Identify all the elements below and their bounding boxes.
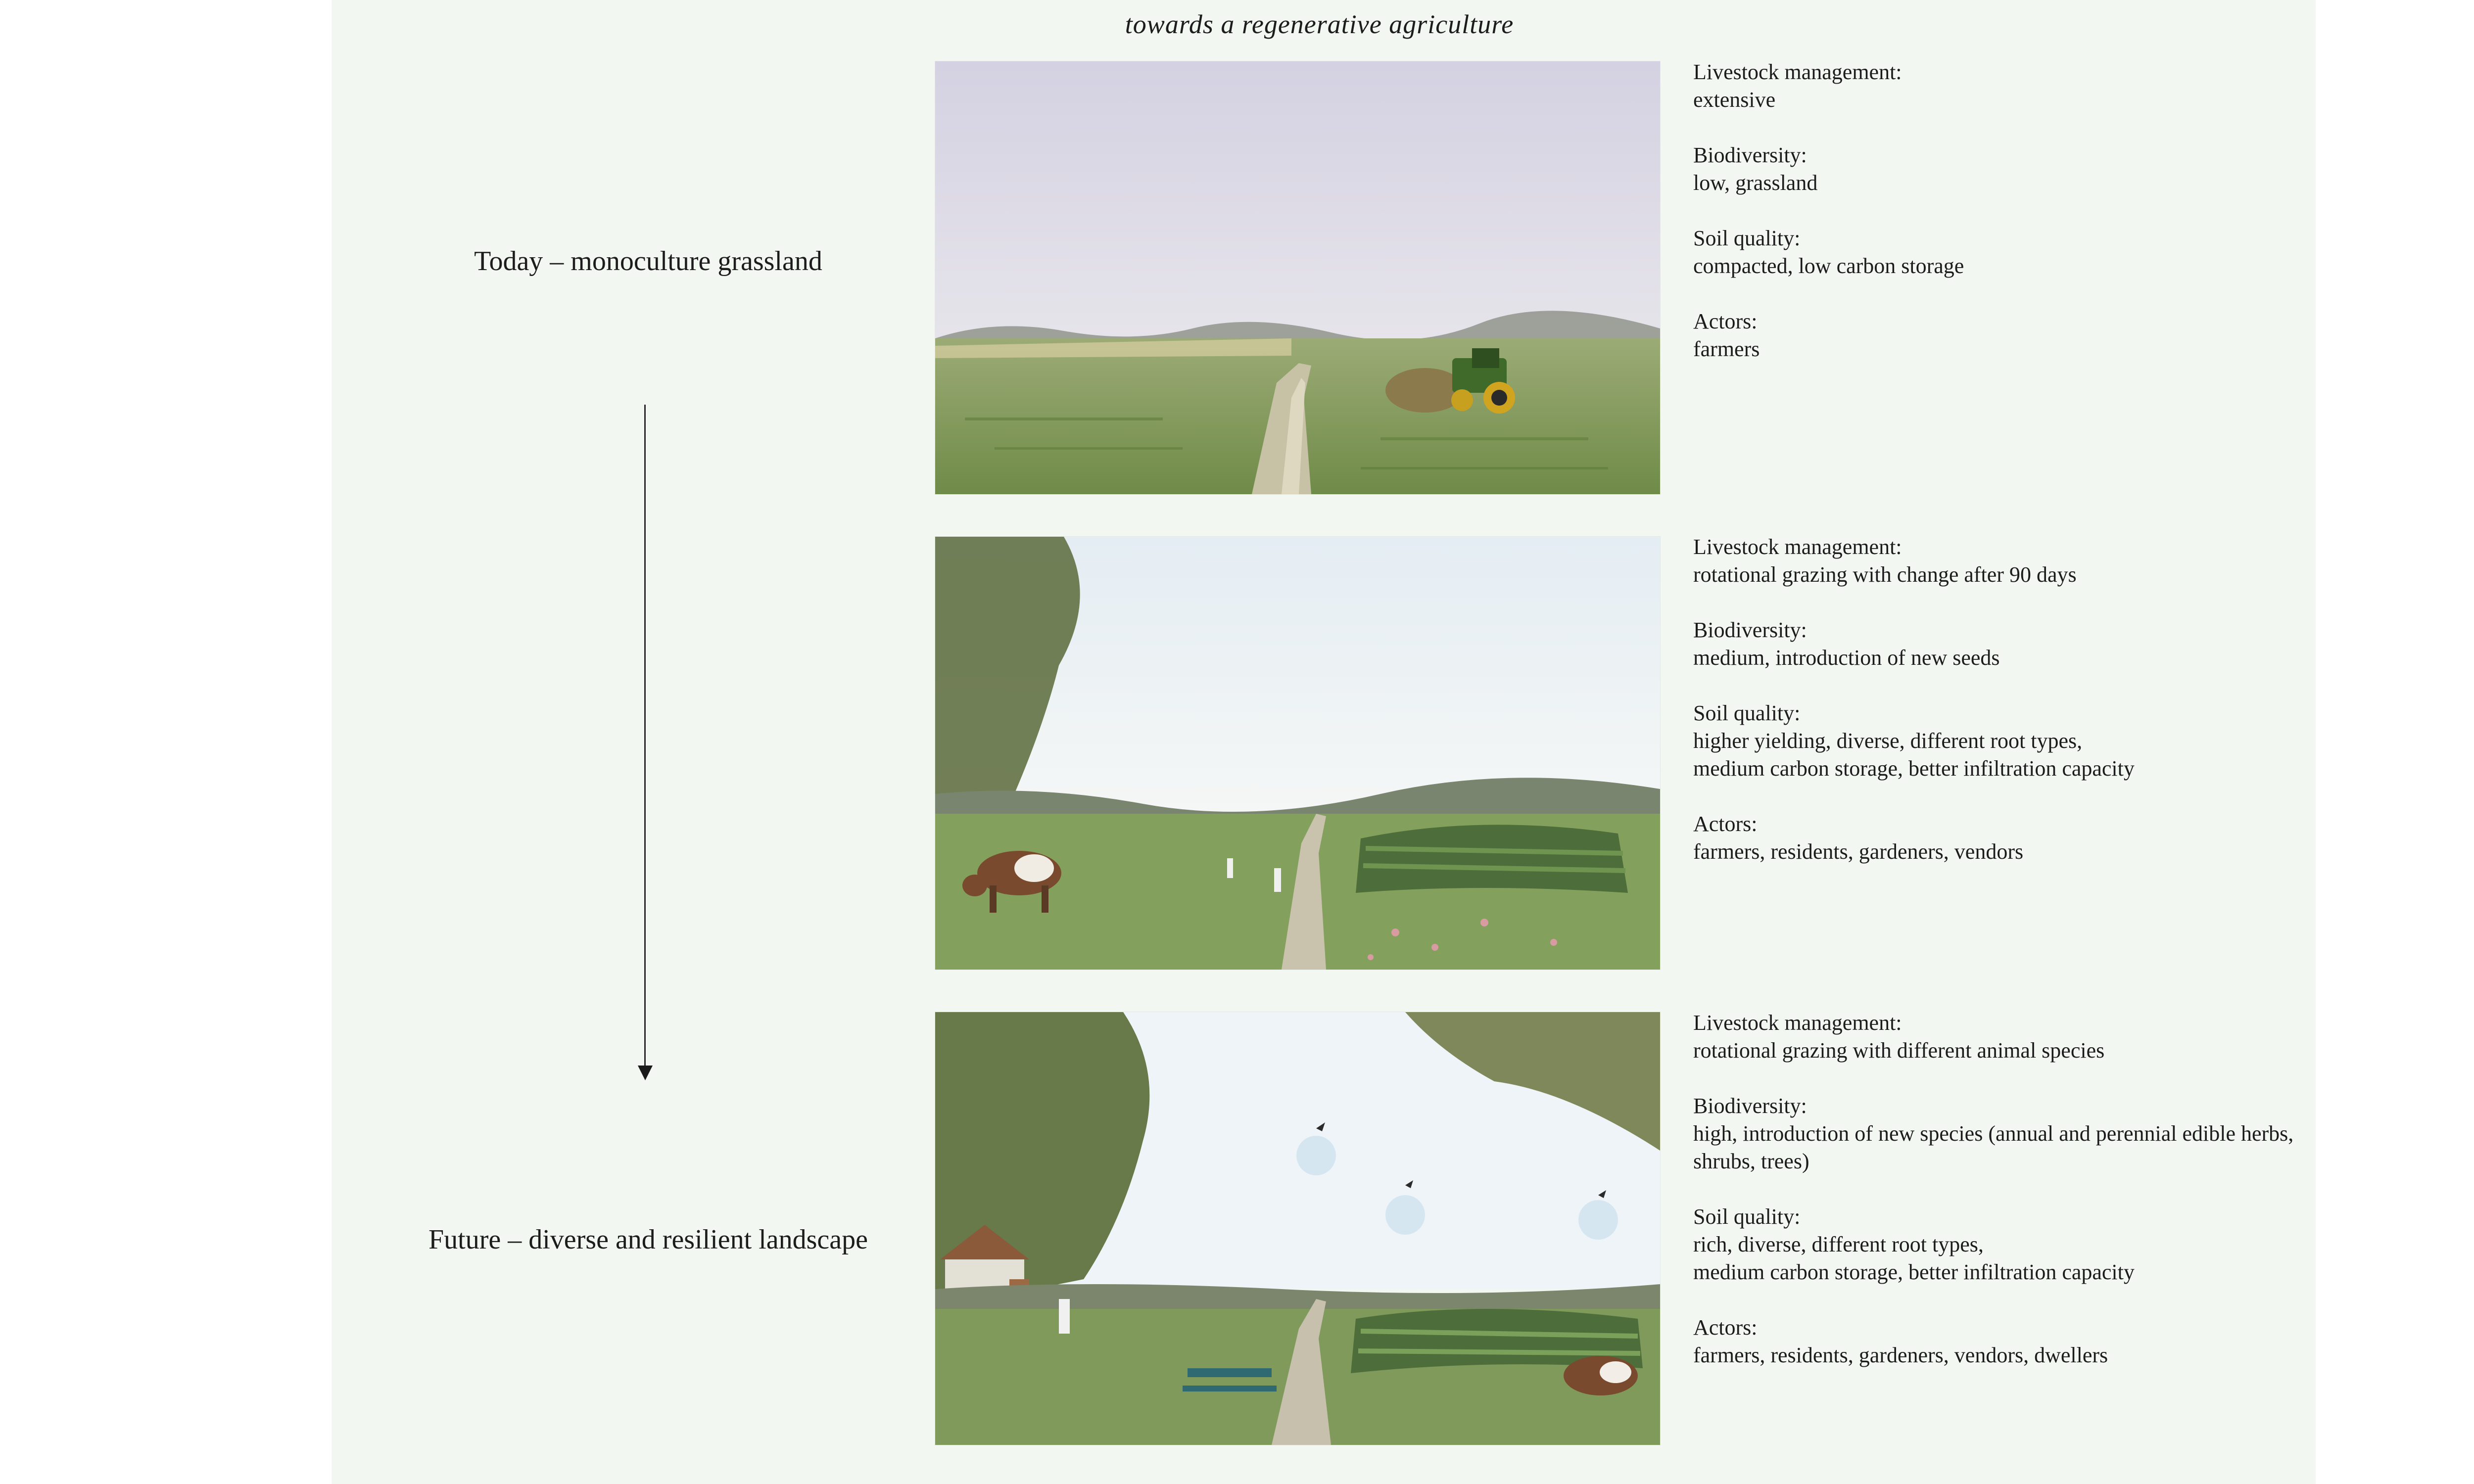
panel-future-description: [1693, 1009, 2307, 1397]
soil-value-line2: medium carbon storage, better infiltration capacity: [1693, 1260, 2135, 1284]
biodiversity-value: low, grassland: [1693, 171, 1818, 195]
scene-transition-image: [935, 537, 1660, 970]
walking-people: [1059, 1299, 1070, 1334]
soil-block: [1693, 699, 2307, 783]
panel-transition-description: [1693, 533, 2307, 893]
timeline-arrow-line: [644, 405, 646, 1067]
scene-today-image: [935, 61, 1660, 494]
soil-value-line1: compacted, low carbon storage: [1693, 254, 1964, 278]
livestock-label: Livestock management:: [1693, 535, 1902, 559]
soil-label: Soil quality:: [1693, 701, 1801, 725]
livestock-block: [1693, 533, 2307, 589]
biodiversity-block: [1693, 141, 2307, 197]
stage-label-today: Today – monoculture grassland: [474, 246, 822, 277]
scene-transition-illustration: [935, 537, 1660, 970]
actors-block: [1693, 810, 2307, 866]
actors-label: Actors:: [1693, 812, 1758, 836]
crop-rows: [1356, 825, 1628, 893]
livestock-block: [1693, 1009, 2307, 1065]
biodiversity-block: [1693, 616, 2307, 672]
soil-label: Soil quality:: [1693, 226, 1801, 250]
stage-label-future: Future – diverse and resilient landscape: [428, 1224, 868, 1255]
livestock-block: [1693, 58, 2307, 114]
scene-future-illustration: [935, 1012, 1660, 1445]
soil-value-line1: higher yielding, diverse, different root types,: [1693, 729, 2083, 753]
actors-label: Actors:: [1693, 309, 1758, 333]
cow-icon: [1564, 1356, 1638, 1395]
actors-value: farmers, residents, gardeners, vendors: [1693, 839, 2024, 864]
livestock-value: rotational grazing with change after 90 days: [1693, 562, 2077, 587]
scene-future-image: [935, 1012, 1660, 1445]
biodiversity-label: Biodiversity:: [1693, 143, 1807, 167]
soil-value-line2: medium carbon storage, better infiltration capacity: [1693, 756, 2135, 781]
biodiversity-label: Biodiversity:: [1693, 1094, 1807, 1118]
soil-value-line1: rich, diverse, different root types,: [1693, 1232, 1984, 1256]
scene-today-illustration: [935, 61, 1660, 494]
biodiversity-value: high, introduction of new species (annual and perennial edible herbs, shrubs, trees): [1693, 1121, 2294, 1173]
livestock-label: Livestock management:: [1693, 1011, 1902, 1035]
biodiversity-label: Biodiversity:: [1693, 618, 1807, 642]
soil-block: [1693, 225, 2307, 280]
livestock-value: rotational grazing with different animal species: [1693, 1038, 2105, 1063]
biodiversity-block: [1693, 1092, 2307, 1175]
soil-label: Soil quality:: [1693, 1205, 1801, 1229]
actors-block: [1693, 308, 2307, 363]
biodiversity-value: medium, introduction of new seeds: [1693, 646, 2000, 670]
panel-today-description: [1693, 58, 2307, 391]
livestock-label: Livestock management:: [1693, 60, 1902, 84]
page-title: towards a regenerative agriculture: [1125, 9, 1514, 39]
soil-block: [1693, 1203, 2307, 1286]
livestock-value: extensive: [1693, 88, 1776, 112]
actors-value: farmers, residents, gardeners, vendors, dwellers: [1693, 1343, 2108, 1367]
timeline-arrow-head-icon: [638, 1066, 653, 1080]
actors-block: [1693, 1314, 2307, 1369]
actors-value: farmers: [1693, 337, 1760, 361]
actors-label: Actors:: [1693, 1315, 1758, 1340]
